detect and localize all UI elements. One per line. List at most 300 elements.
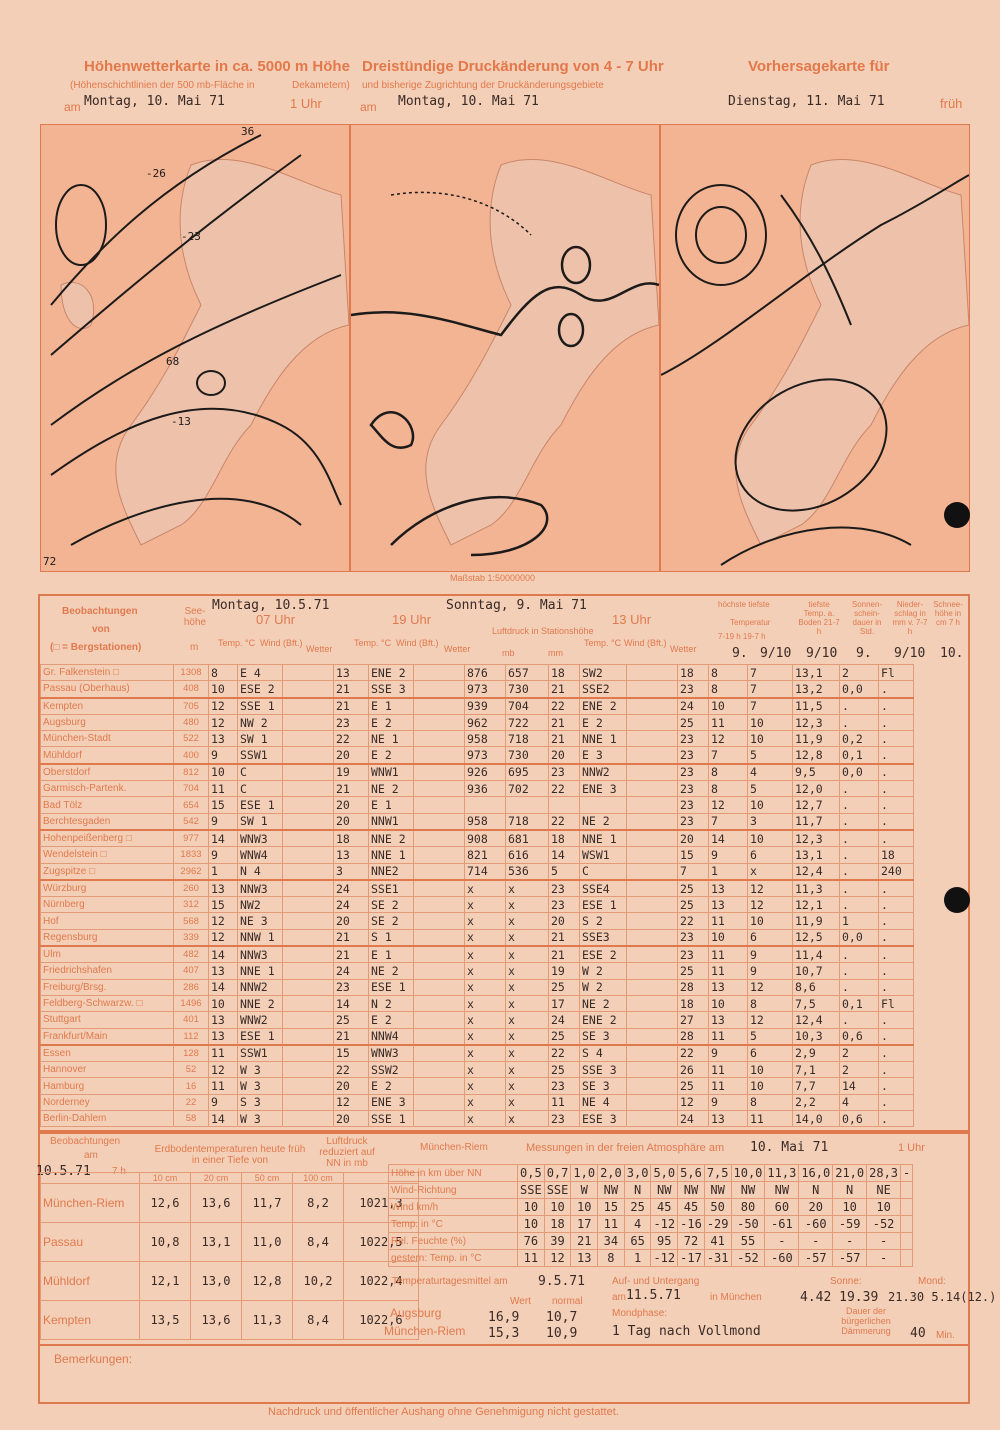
tmittel-row1-wert: 16,9 xyxy=(488,1310,520,1325)
aero-value: 10 xyxy=(518,1216,545,1233)
station-name: Oberstdorf xyxy=(41,764,174,781)
soil-station: Passau xyxy=(41,1223,140,1262)
aero-value: -60 xyxy=(765,1250,799,1267)
aero-value: NW xyxy=(765,1182,799,1199)
station-height: 480 xyxy=(174,714,209,730)
table-cell: 1 xyxy=(209,863,238,880)
table-cell: 13,2 xyxy=(793,681,840,698)
table-cell: 18 xyxy=(678,995,709,1011)
aero-value: 2,0 xyxy=(598,1165,625,1182)
table-row xyxy=(41,1012,914,1028)
table-row xyxy=(41,946,914,963)
depth-header: 50 cm xyxy=(242,1173,293,1184)
soil-station: Mühldorf xyxy=(41,1262,140,1301)
table-cell: 20 xyxy=(678,830,709,847)
table-cell: 13 xyxy=(209,1028,238,1045)
table-cell: E 1 xyxy=(369,797,414,813)
aero-value: - xyxy=(833,1233,867,1250)
station-height: 977 xyxy=(174,830,209,847)
table-cell: W 3 xyxy=(238,1078,283,1094)
table-cell: . xyxy=(840,797,879,813)
table-row xyxy=(41,1301,419,1340)
table-row xyxy=(41,781,914,797)
aero-value: 72 xyxy=(678,1233,705,1250)
aero-value: 4 xyxy=(624,1216,651,1233)
table-cell: 21 xyxy=(549,929,580,946)
table-cell: SW 1 xyxy=(238,731,283,747)
table-cell xyxy=(414,1062,465,1078)
table-cell xyxy=(580,797,627,813)
daemmer-label: Dauer der bürgerlichen Dämmerung xyxy=(841,1306,891,1336)
aero-value xyxy=(901,1250,913,1267)
table-cell: x xyxy=(506,963,549,979)
table-cell: SSE2 xyxy=(580,681,627,698)
table-cell xyxy=(283,698,334,715)
table-cell: ESE 3 xyxy=(580,1111,627,1127)
table-cell: NNW3 xyxy=(238,946,283,963)
obs-label-1: Beobachtungen xyxy=(62,606,138,617)
table-cell: 23 xyxy=(549,1078,580,1094)
table-cell xyxy=(283,764,334,781)
table-cell xyxy=(414,1078,465,1094)
aero-value: 3,0 xyxy=(624,1165,651,1182)
station-name: München-Stadt xyxy=(41,731,174,747)
map1-title: Höhenwetterkarte in ca. 5000 m Höhe xyxy=(84,58,350,75)
table-cell: . xyxy=(879,946,914,963)
station-height: 260 xyxy=(174,880,209,897)
table-cell: . xyxy=(840,813,879,830)
table-row xyxy=(41,764,914,781)
table-cell: x xyxy=(465,880,506,897)
table-cell: 23 xyxy=(678,797,709,813)
tmittel-row1-name: Augsburg xyxy=(390,1306,442,1320)
aero-value: - xyxy=(867,1250,901,1267)
table-cell: . xyxy=(879,1045,914,1062)
punch-hole xyxy=(944,502,970,528)
table-cell xyxy=(414,764,465,781)
table-cell: 7 xyxy=(678,863,709,880)
table-cell: 12 xyxy=(209,929,238,946)
table-cell: 9 xyxy=(209,847,238,863)
table-cell: E 2 xyxy=(369,1012,414,1028)
table-cell: 22 xyxy=(549,698,580,715)
table-row xyxy=(41,1184,419,1223)
aero-value: 20 xyxy=(799,1199,833,1216)
table-cell: x xyxy=(506,1028,549,1045)
aero-value: 13 xyxy=(571,1250,598,1267)
table-cell xyxy=(627,813,678,830)
station-height: 568 xyxy=(174,913,209,929)
table-cell: 9 xyxy=(209,747,238,764)
table-cell: 23 xyxy=(678,929,709,946)
aero-value: 0,7 xyxy=(544,1165,571,1182)
table-cell: 240 xyxy=(879,863,914,880)
table-cell: NNW2 xyxy=(580,764,627,781)
table-cell: 13,1 xyxy=(191,1223,242,1262)
table-row xyxy=(389,1216,913,1233)
table-cell: . xyxy=(879,698,914,715)
aero-value: 41 xyxy=(704,1233,731,1250)
table-cell: 21 xyxy=(334,681,369,698)
table-cell: . xyxy=(879,731,914,747)
soil-am: am xyxy=(84,1150,98,1161)
table-cell: 14 xyxy=(209,830,238,847)
table-cell: . xyxy=(879,1078,914,1094)
table-cell: 25 xyxy=(549,1062,580,1078)
aero-value: 0,5 xyxy=(518,1165,545,1182)
table-row xyxy=(41,698,914,715)
table-cell: x xyxy=(506,913,549,929)
table-cell xyxy=(283,863,334,880)
table-cell xyxy=(627,1045,678,1062)
table-cell: x xyxy=(465,1078,506,1094)
aero-value: -16 xyxy=(678,1216,705,1233)
table-cell xyxy=(414,698,465,715)
table-cell: 23 xyxy=(678,747,709,764)
table-cell: 22 xyxy=(334,731,369,747)
niederschlag-label: Nieder-schlag in mm v. 7-7 h xyxy=(892,600,928,636)
table-cell: 13 xyxy=(334,847,369,863)
table-cell: Fl xyxy=(879,995,914,1011)
aero-value: W xyxy=(571,1182,598,1199)
table-cell: 7 xyxy=(709,813,748,830)
map1-am: am xyxy=(64,100,81,114)
table-cell: . xyxy=(879,1094,914,1110)
table-cell: NW2 xyxy=(238,897,283,913)
col-910: 9/10 xyxy=(760,646,792,661)
station-name: Frankfurt/Main xyxy=(41,1028,174,1045)
table-cell: 1 xyxy=(840,913,879,929)
table-cell: WNW3 xyxy=(238,830,283,847)
mond-label: Mond: xyxy=(918,1276,946,1287)
table-cell: 25 xyxy=(549,1028,580,1045)
table-cell: SSE4 xyxy=(580,880,627,897)
daemmer-min: Min. xyxy=(936,1330,955,1341)
table-cell xyxy=(627,1111,678,1127)
table-row xyxy=(41,880,914,897)
table-cell: 22 xyxy=(549,813,580,830)
aero-value: -50 xyxy=(731,1216,765,1233)
table-cell: 13 xyxy=(709,979,748,995)
table-cell: SSE 1 xyxy=(369,1111,414,1127)
aero-row-label: Höhe in km über NN xyxy=(389,1165,518,1182)
table-cell xyxy=(283,1078,334,1094)
table-cell xyxy=(283,847,334,863)
table-cell: 18 xyxy=(678,665,709,681)
table-cell: 13,1 xyxy=(793,847,840,863)
sonnenschein-label: Sonnen-schein-dauer in Std. xyxy=(851,600,883,636)
map3-title: Vorhersagekarte für xyxy=(748,58,890,75)
table-cell: NE 2 xyxy=(580,813,627,830)
table-cell: . xyxy=(840,714,879,730)
aero-value: N xyxy=(833,1182,867,1199)
table-cell: 11 xyxy=(209,781,238,797)
table-cell xyxy=(627,847,678,863)
station-height: 312 xyxy=(174,897,209,913)
station-name: Kempten xyxy=(41,698,174,715)
soil-station: Kempten xyxy=(41,1301,140,1340)
table-cell: 11 xyxy=(709,1078,748,1094)
forecast-map-drawing xyxy=(661,125,969,571)
table-cell: 12 xyxy=(209,913,238,929)
table-cell: . xyxy=(840,698,879,715)
table-cell: 13 xyxy=(209,731,238,747)
table-cell: x xyxy=(465,979,506,995)
table-cell: E 3 xyxy=(580,747,627,764)
table-cell: 21 xyxy=(334,929,369,946)
table-cell: 13 xyxy=(334,665,369,681)
station-height: 408 xyxy=(174,681,209,698)
sun-am: am xyxy=(612,1292,626,1303)
table-cell: 12,6 xyxy=(140,1184,191,1223)
table-row xyxy=(41,847,914,863)
table-cell: 908 xyxy=(465,830,506,847)
table-cell: W 2 xyxy=(580,963,627,979)
table-cell: 21 xyxy=(549,946,580,963)
aero-value: -12 xyxy=(651,1216,678,1233)
table-cell: 11,5 xyxy=(793,698,840,715)
table-cell: 10 xyxy=(209,764,238,781)
station-name: Hohenpeißenberg □ xyxy=(41,830,174,847)
table-cell: . xyxy=(879,747,914,764)
table-cell: 5 xyxy=(549,863,580,880)
col-10: 10. xyxy=(940,646,964,661)
table-cell: 25 xyxy=(549,979,580,995)
table-cell: 8 xyxy=(709,781,748,797)
table-cell: 12,1 xyxy=(140,1262,191,1301)
table-cell xyxy=(283,830,334,847)
table-cell: 20 xyxy=(334,1078,369,1094)
table-cell: 14 xyxy=(709,830,748,847)
table-cell: NE 2 xyxy=(369,963,414,979)
table-cell: NNE 1 xyxy=(238,963,283,979)
aero-value: NW xyxy=(678,1182,705,1199)
aero-value: 21 xyxy=(571,1233,598,1250)
table-cell: 21 xyxy=(334,781,369,797)
table-cell: ENE 2 xyxy=(580,698,627,715)
table-row xyxy=(41,1028,914,1045)
obs-label-2: von xyxy=(92,624,110,635)
table-cell xyxy=(627,880,678,897)
station-name: Passau (Oberhaus) xyxy=(41,681,174,698)
table-cell: x xyxy=(506,1094,549,1110)
table-cell: 13,1 xyxy=(793,665,840,681)
wetter-label-13: Wetter xyxy=(670,644,697,654)
table-cell: SE 3 xyxy=(580,1028,627,1045)
table-cell: 10 xyxy=(709,995,748,1011)
aero-title: Messungen in der freien Atmosphäre am xyxy=(526,1142,725,1154)
table-cell: 22 xyxy=(678,1045,709,1062)
table-cell: 18 xyxy=(879,847,914,863)
aero-value: -57 xyxy=(833,1250,867,1267)
table-cell: x xyxy=(465,946,506,963)
aero-value xyxy=(901,1182,913,1199)
table-cell: 14 xyxy=(209,946,238,963)
table-cell: 12 xyxy=(748,897,793,913)
soil-hour: 7 h xyxy=(112,1166,126,1177)
table-cell: 10 xyxy=(748,797,793,813)
table-row xyxy=(41,863,914,880)
col-910c: 9/10 xyxy=(894,646,926,661)
table-cell xyxy=(627,764,678,781)
press-title: Luftdruck reduziert auf NN in mb xyxy=(319,1136,375,1169)
table-cell: 18 xyxy=(549,665,580,681)
table-cell: NNW3 xyxy=(238,880,283,897)
table-cell: 24 xyxy=(334,963,369,979)
table-cell: SSE 3 xyxy=(580,1062,627,1078)
station-name: Feldberg-Schwarzw. □ xyxy=(41,995,174,1011)
table-row xyxy=(41,1045,914,1062)
wetter-label-07: Wetter xyxy=(306,644,333,654)
table-cell: 7,1 xyxy=(793,1062,840,1078)
table-cell: NNW1 xyxy=(369,813,414,830)
table-cell: . xyxy=(840,946,879,963)
temp-label-13: Temp. °C xyxy=(584,638,622,648)
table-cell: SE 3 xyxy=(580,1078,627,1094)
sonne-times: 4.42 19.39 xyxy=(800,1290,879,1305)
table-cell: 2,2 xyxy=(793,1094,840,1110)
table-cell: 11,4 xyxy=(793,946,840,963)
station-height: 407 xyxy=(174,963,209,979)
station-name: Wendelstein □ xyxy=(41,847,174,863)
table-cell xyxy=(283,929,334,946)
table-cell: 926 xyxy=(465,764,506,781)
aero-value: 76 xyxy=(518,1233,545,1250)
table-cell: x xyxy=(506,1078,549,1094)
table-cell: 21 xyxy=(334,946,369,963)
table-cell: 9 xyxy=(748,946,793,963)
remarks-label: Bemerkungen: xyxy=(54,1352,133,1366)
table-cell: 681 xyxy=(506,830,549,847)
table-cell: . xyxy=(879,1012,914,1028)
table-cell xyxy=(414,714,465,730)
table-cell: . xyxy=(840,863,879,880)
table-cell: NNW4 xyxy=(369,1028,414,1045)
table-cell: 13 xyxy=(709,1111,748,1127)
table-cell: . xyxy=(840,847,879,863)
aero-value: 80 xyxy=(731,1199,765,1216)
table-cell xyxy=(283,1012,334,1028)
table-row xyxy=(41,797,914,813)
table-cell: C xyxy=(580,863,627,880)
table-cell: 7 xyxy=(748,698,793,715)
aero-value: 25 xyxy=(624,1199,651,1216)
table-cell: 8,4 xyxy=(293,1223,344,1262)
table-cell: 21 xyxy=(549,731,580,747)
table-cell xyxy=(506,797,549,813)
table-cell xyxy=(283,1111,334,1127)
table-cell xyxy=(283,1028,334,1045)
table-cell: . xyxy=(879,979,914,995)
tmittel-row2-wert: 15,3 xyxy=(488,1326,520,1341)
table-cell: 10,2 xyxy=(293,1262,344,1301)
table-cell: NNE 2 xyxy=(238,995,283,1011)
table-cell: 10 xyxy=(748,731,793,747)
table-cell xyxy=(283,995,334,1011)
table-cell: 12 xyxy=(709,797,748,813)
station-name: Augsburg xyxy=(41,714,174,730)
table-cell: 15 xyxy=(678,847,709,863)
table-cell: 11 xyxy=(709,714,748,730)
pressure-value: 1021,3 xyxy=(344,1184,419,1223)
depth-header: 100 cm xyxy=(293,1173,344,1184)
aero-value: 10,0 xyxy=(731,1165,765,1182)
aero-station: München-Riem xyxy=(420,1142,488,1153)
table-cell xyxy=(283,1045,334,1062)
table-cell xyxy=(549,797,580,813)
aero-value: NW xyxy=(731,1182,765,1199)
table-cell: 7,5 xyxy=(793,995,840,1011)
table-cell: 20 xyxy=(549,747,580,764)
table-cell xyxy=(414,847,465,863)
obs-date-2: Sonntag, 9. Mai 71 xyxy=(446,598,587,613)
table-cell: 23 xyxy=(678,946,709,963)
table-cell xyxy=(414,979,465,995)
aero-row-label: gestern: Temp. in °C xyxy=(389,1250,518,1267)
map1-time: 1 Uhr xyxy=(290,96,322,111)
table-cell: 21 xyxy=(549,714,580,730)
table-row xyxy=(41,1094,914,1110)
table-cell: 11,3 xyxy=(793,880,840,897)
seehoehe-label: See-höhe xyxy=(183,606,207,628)
aero-value: - xyxy=(765,1233,799,1250)
temperatur-label: Temperatur xyxy=(730,618,771,627)
table-cell: x xyxy=(465,963,506,979)
table-cell: 15 xyxy=(209,897,238,913)
aero-value: -31 xyxy=(704,1250,731,1267)
table-cell: 11 xyxy=(549,1094,580,1110)
table-cell: C xyxy=(238,781,283,797)
table-cell: x xyxy=(465,995,506,1011)
table-cell: 8 xyxy=(709,764,748,781)
station-name: Bad Tölz xyxy=(41,797,174,813)
table-row xyxy=(41,929,914,946)
table-cell: x xyxy=(506,929,549,946)
table-cell: 10,3 xyxy=(793,1028,840,1045)
table-cell: 9,5 xyxy=(793,764,840,781)
pressure-value: 1022,6 xyxy=(344,1301,419,1340)
table-cell: 23 xyxy=(678,681,709,698)
table-cell xyxy=(414,731,465,747)
aero-row-label: Wind km/h xyxy=(389,1199,518,1216)
table-cell: x xyxy=(465,1062,506,1078)
table-row xyxy=(41,1262,419,1301)
table-cell xyxy=(414,963,465,979)
table-cell: 13,6 xyxy=(191,1184,242,1223)
table-row xyxy=(41,995,914,1011)
table-cell: 20 xyxy=(334,797,369,813)
station-height: 542 xyxy=(174,813,209,830)
table-cell: 8 xyxy=(748,1094,793,1110)
svg-text:36: 36 xyxy=(241,125,255,138)
aero-value: -52 xyxy=(731,1250,765,1267)
table-cell: 10 xyxy=(709,929,748,946)
table-cell: 722 xyxy=(506,714,549,730)
table-cell: . xyxy=(840,979,879,995)
station-height: 112 xyxy=(174,1028,209,1045)
table-cell: 3 xyxy=(334,863,369,880)
map3-date: Dienstag, 11. Mai 71 xyxy=(728,94,885,109)
table-cell: E 1 xyxy=(369,698,414,715)
table-row xyxy=(41,979,914,995)
sonne-label: Sonne: xyxy=(830,1276,862,1287)
station-height: 704 xyxy=(174,781,209,797)
table-cell xyxy=(414,681,465,698)
table-cell: 11 xyxy=(209,1045,238,1062)
table-cell: 12 xyxy=(748,880,793,897)
station-height: 339 xyxy=(174,929,209,946)
table-cell: E 2 xyxy=(369,1078,414,1094)
